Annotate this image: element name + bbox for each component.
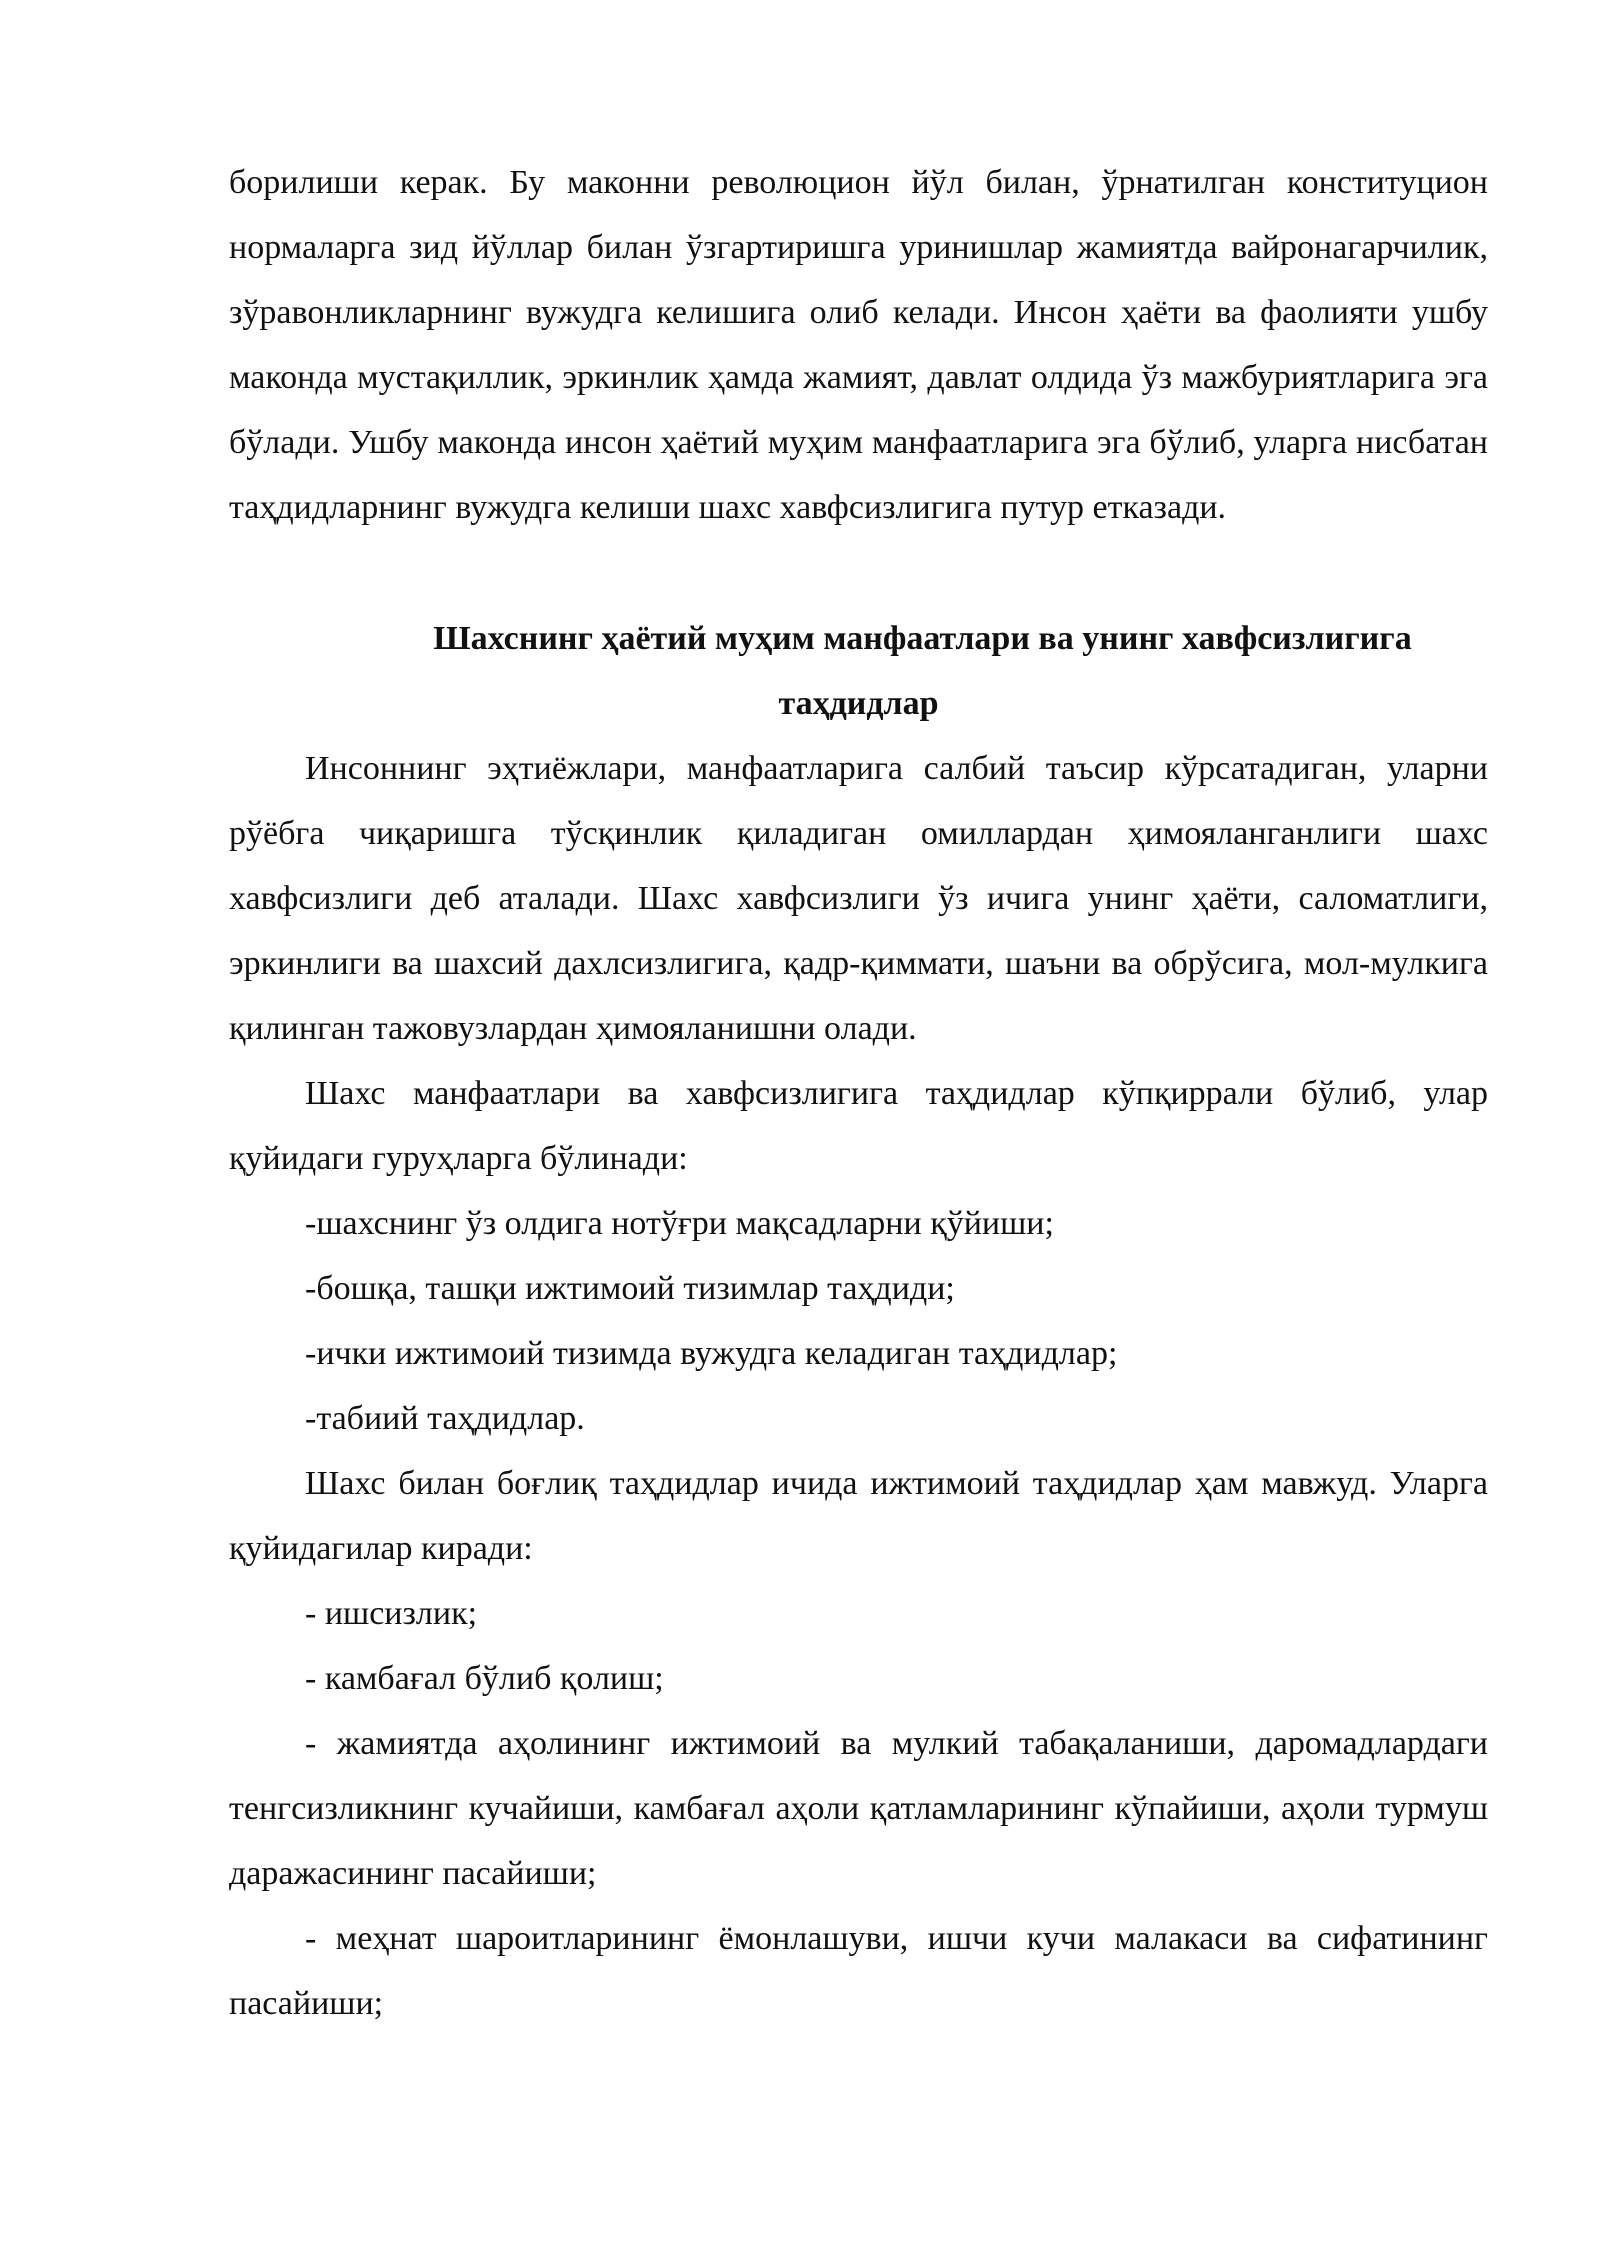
definition-paragraph: Инсоннинг эҳтиёжлари, манфаатларига салбий таъсир кўрсатадиган, уларни рўёбга чиқаришга тўсқинлик қиладиган омиллардан ҳимояланганлиги шахс хавфсизлиги деб аталади. Шахс хавфсизлиги ўз ичига унинг ҳаёти, саломатлиги, эркинлиги ва шахсий дахлсизлигига, қадр-қиммати, шаъни ва обрўсига, мол-мулкига қилинган тажовузлардан ҳимояланишни олади. [229, 750, 1488, 1047]
section-heading [229, 606, 1488, 736]
section-heading-line-2: таҳдидлар [778, 685, 939, 722]
document-page [229, 150, 1488, 2036]
list-item: - ишсизлик; [305, 1595, 478, 1632]
list-item: -шахснинг ўз олдига нотўғри мақсадларни қўйиши; [305, 1205, 1054, 1242]
list-item: - меҳнат шароитларининг ёмонлашуви, ишчи кучи малакаси ва сифатининг пасайиши; [229, 1920, 1488, 2022]
social-threats-paragraph: Шахс билан боғлиқ таҳдидлар ичида ижтимоий таҳдидлар ҳам мавжуд. Уларга қуйидагилар киради: [229, 1465, 1488, 1567]
list-item: -ички ижтимоий тизимда вужудга келадиган таҳдидлар; [305, 1335, 1118, 1372]
list-item: - жамиятда аҳолининг ижтимоий ва мулкий табақаланиши, даромадлардаги тенгсизликнинг кучайиши, камбағал аҳоли қатламларининг кўпайиши, аҳоли турмуш даражасининг пасайиши; [229, 1725, 1488, 1892]
groups-intro-paragraph: Шахс манфаатлари ва хавфсизлигига таҳдидлар кўпқиррали бўлиб, улар қуйидаги гуруҳларга бўлинади: [229, 1075, 1488, 1177]
intro-paragraph: борилиши керак. Бу маконни революцион йўл билан, ўрнатилган конституцион нормаларга зид йўллар билан ўзгартиришга уринишлар жамиятда вайронагарчилик, зўравонликларнинг вужудга келишига олиб келади. Инсон ҳаёти ва фаолияти ушбу маконда мустақиллик, эркинлик ҳамда жамият, давлат олдида ўз мажбуриятларига эга бўлади. Ушбу маконда инсон ҳаётий муҳим манфаатларига эга бўлиб, уларга нисбатан таҳдидларнинг вужудга келиши шахс хавфсизлигига путур етказади. [229, 164, 1488, 526]
list-item: -табиий таҳдидлар. [305, 1400, 585, 1437]
list-item: -бошқа, ташқи ижтимоий тизимлар таҳдиди; [305, 1270, 955, 1307]
list-item: - камбағал бўлиб қолиш; [305, 1660, 664, 1697]
section-heading-line-1: Шахснинг ҳаётий муҳим манфаатлари ва унинг хавфсизлигига [433, 620, 1412, 657]
